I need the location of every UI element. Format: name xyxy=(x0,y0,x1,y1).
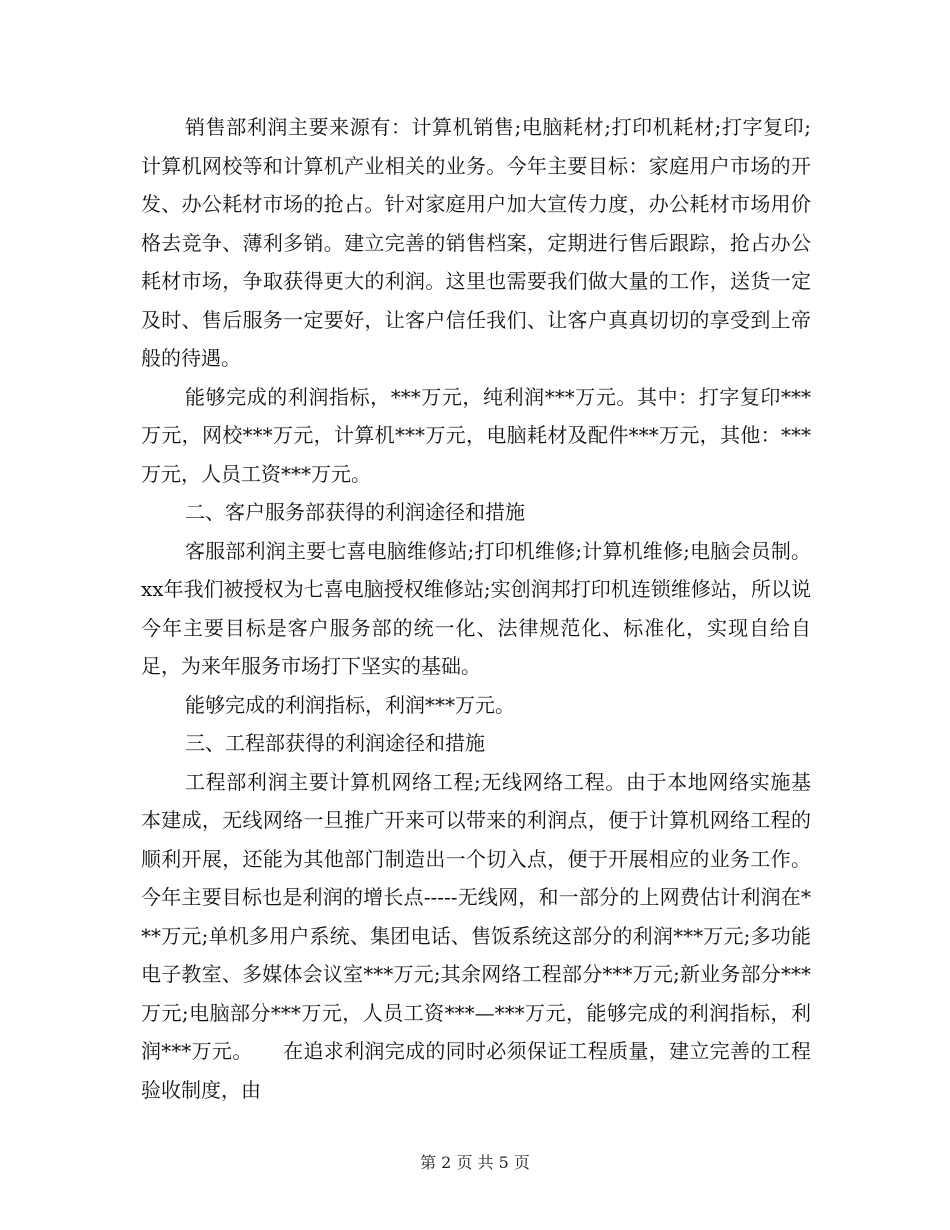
heading-engineering-dept: 三、工程部获得的利润途径和措施 xyxy=(185,731,485,755)
paragraph-sales-profit-sources: 销售部利润主要来源有：计算机销售;电脑耗材;打印机耗材;打字复印;计算机网校等和计算机产业相关的业务。今年主要目标：家庭用户市场的开发、办公耗材市场的抢占。针对家庭用户加大宣传力度，办公耗材市场用价格去竞争、薄利多销。建立完善的销售档案，定期进行售后跟踪，抢占办公耗材市场，争取获得更大的利润。这里也需要我们做大量的工作，送货一定及时、售后服务一定要好，让客户信任我们、让客户真真切切的享受到上帝般的待遇。 xyxy=(141,115,811,370)
paragraph-engineering-profit: 工程部利润主要计算机网络工程;无线网络工程。由于本地网络实施基本建成，无线网络一旦推广开来可以带来的利润点，便于计算机网络工程的顺利开展，还能为其他部门制造出一个切入点，便于开展相应的业务工作。今年主要目标也是利润的增长点-----无线网，和一部分的上网费估计利润在***万元;单机多用户系统、集团电话、售饭系统这部分的利润***万元;多功能电子教室、多媒体会议室***万元;其余网络工程部分***万元;新业务部分***万元;电脑部分***万元，人员工资***—***万元，能够完成的利润指标，利润***万元。 在追求利润完成的同时必须保证工程质量，建立完善的工程验收制度，由 xyxy=(141,769,811,1102)
paragraph-customer-service-profit: 客服部利润主要七喜电脑维修站;打印机维修;计算机维修;电脑会员制。xx年我们被授权为七喜电脑授权维修站;实创润邦打印机连锁维修站，所以说今年主要目标是客户服务部的统一化、法律规范化、标准化，实现自给自足，为来年服务市场打下坚实的基础。 xyxy=(141,538,811,678)
heading-customer-service-dept: 二、客户服务部获得的利润途径和措施 xyxy=(185,500,525,524)
page-number-footer: 第 2 页 共 5 页 xyxy=(420,1153,530,1172)
document-body xyxy=(141,108,811,1109)
paragraph-customer-service-target: 能够完成的利润指标，利润***万元。 xyxy=(185,692,515,717)
paragraph-sales-profit-target: 能够完成的利润指标，***万元，纯利润***万元。其中：打字复印***万元，网校***万元，计算机***万元，电脑耗材及配件***万元，其他：***万元，人员工资***万元。 xyxy=(141,384,811,486)
